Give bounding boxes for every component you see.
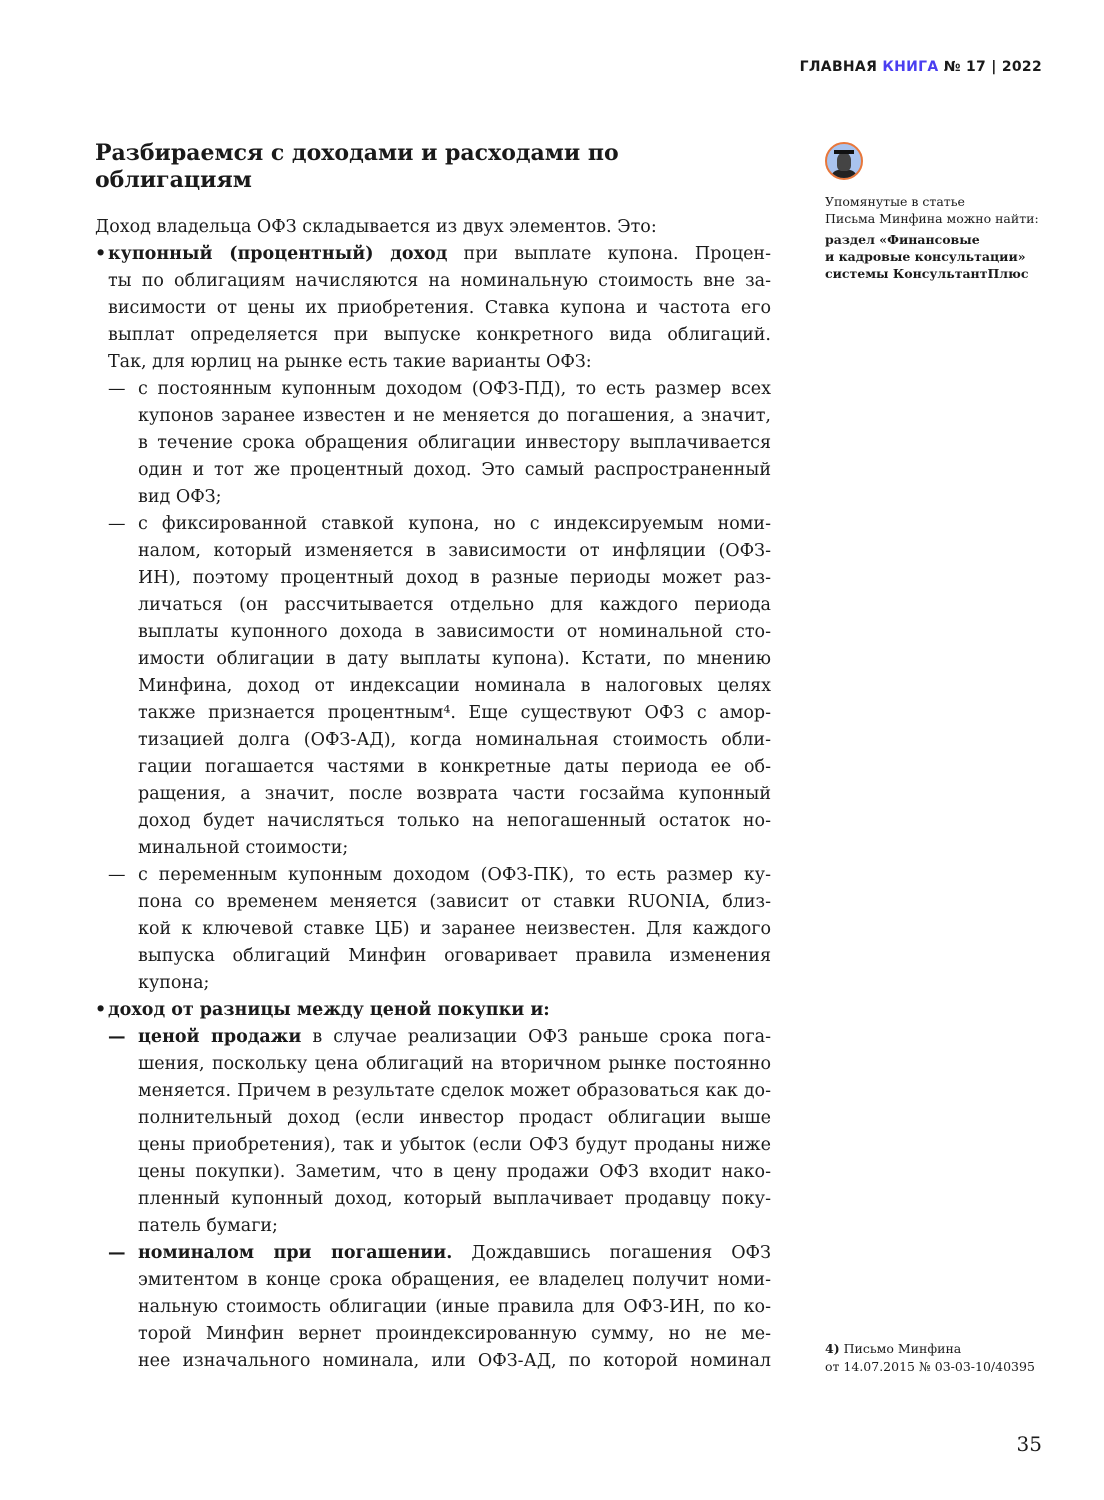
- text-segment: с фиксированной ставкой купона, но с индексируемым номи-: [138, 514, 771, 534]
- text-line: [95, 970, 771, 997]
- brand-part1: ГЛАВНАЯ: [799, 59, 878, 75]
- text-line: [95, 1078, 771, 1105]
- text-line: [95, 835, 771, 862]
- line-text: [138, 1348, 771, 1375]
- text-segment: пленный купонный доход, который выплачивает продавцу поку-: [138, 1189, 771, 1209]
- text-segment: полнительный доход (если инвестор продаст облигации выше: [138, 1108, 771, 1128]
- text-segment: пона со временем меняется (зависит от ставки RUONIA, близ-: [138, 892, 771, 912]
- text-segment: ращения, а значит, после возврата части госзайма купонный: [138, 784, 771, 804]
- masthead: [800, 59, 1042, 75]
- bullet-marker: •: [95, 1000, 107, 1020]
- text-line: [95, 565, 771, 592]
- footnote-number: 4): [825, 1341, 840, 1356]
- text-line: [95, 943, 771, 970]
- footnote-line: Письмо Минфина: [843, 1341, 962, 1356]
- text-segment: купона;: [138, 973, 210, 993]
- line-text: [138, 1132, 771, 1159]
- text-segment: цены приобретения), так и убыток (если ОФЗ будут проданы ниже: [138, 1135, 771, 1155]
- line-text: [95, 214, 771, 241]
- text-segment: висимости от цены их приобретения. Ставка купона и частота его: [108, 298, 771, 318]
- text-segment: при выплате купона. Процен-: [447, 244, 772, 264]
- text-segment: Дождавшись погашения ОФЗ: [452, 1243, 771, 1263]
- bold-term: ценой продажи: [138, 1027, 302, 1047]
- text-line: [95, 241, 771, 268]
- text-line: [95, 862, 771, 889]
- bullet-marker: •: [95, 244, 107, 264]
- text-line: [95, 1186, 771, 1213]
- page-number: 35: [1016, 1432, 1042, 1456]
- text-line: [95, 484, 771, 511]
- text-segment: выплат определяется при выпуске конкретного вида облигаций.: [108, 325, 771, 345]
- text-segment: ты по облигациям начисляются на номинальную стоимость вне за-: [108, 271, 771, 291]
- text-line: [95, 1294, 771, 1321]
- line-text: [138, 511, 771, 538]
- line-text: [138, 1105, 771, 1132]
- text-line: [95, 511, 771, 538]
- text-segment: выпуска облигаций Минфин оговаривает правила изменения: [138, 946, 771, 966]
- line-text: [138, 565, 771, 592]
- text-segment: торой Минфин вернет проиндексированную сумму, но не ме-: [138, 1324, 771, 1344]
- text-segment: эмитентом в конце срока обращения, ее владелец получит номи-: [138, 1270, 771, 1290]
- text-line: [95, 295, 771, 322]
- line-text: [138, 1240, 771, 1267]
- bold-term: купонный (процентный) доход: [108, 244, 448, 264]
- line-text: [138, 1078, 771, 1105]
- text-segment: налом, который изменяется в зависимости от инфляции (ОФЗ-: [138, 541, 771, 561]
- text-segment: нальную стоимость облигации (иные правила для ОФЗ-ИН, по ко-: [138, 1297, 771, 1317]
- text-line: [95, 268, 771, 295]
- line-text: [138, 700, 771, 727]
- text-segment: минальной стоимости;: [138, 838, 349, 858]
- text-segment: в случае реализации ОФЗ раньше срока пога-: [301, 1027, 771, 1047]
- line-text: [138, 889, 771, 916]
- article-body: [95, 214, 771, 1375]
- text-line: [95, 727, 771, 754]
- text-segment: также признается процентным⁴. Еще существуют ОФЗ с амор-: [138, 703, 771, 723]
- text-line: [95, 376, 771, 403]
- line-text: [138, 1294, 771, 1321]
- line-text: [138, 916, 771, 943]
- text-line: [95, 1024, 771, 1051]
- line-text: [138, 1321, 771, 1348]
- text-line: [95, 1132, 771, 1159]
- note-line: Письма Минфина можно найти:: [825, 211, 1039, 226]
- text-line: [95, 1348, 771, 1375]
- line-text: [138, 376, 771, 403]
- text-segment: цены покупки). Заметим, что в цену продажи ОФЗ входит нако-: [138, 1162, 771, 1182]
- line-text: [108, 997, 771, 1024]
- line-text: [108, 349, 771, 376]
- line-text: [138, 646, 771, 673]
- source-line: раздел «Финансовые: [825, 232, 980, 247]
- text-line: [95, 808, 771, 835]
- issue-number: № 17 | 2022: [943, 59, 1042, 75]
- line-text: [138, 1267, 771, 1294]
- footnote: [825, 1340, 1065, 1376]
- text-segment: выплаты купонного дохода в зависимости от номинальной сто-: [138, 622, 771, 642]
- line-text: [138, 1159, 771, 1186]
- line-text: [138, 1186, 771, 1213]
- text-line: [95, 457, 771, 484]
- text-line: [95, 1321, 771, 1348]
- text-line: [95, 781, 771, 808]
- line-text: [138, 592, 771, 619]
- line-text: [138, 835, 771, 862]
- text-segment: Минфина, доход от индексации номинала в налоговых целях: [138, 676, 771, 696]
- sidebar-note: [825, 142, 1055, 282]
- text-line: [95, 1240, 771, 1267]
- text-line: [95, 538, 771, 565]
- text-line: [95, 1105, 771, 1132]
- text-segment: патель бумаги;: [138, 1216, 278, 1236]
- text-segment: личаться (он рассчитывается отдельно для каждого периода: [138, 595, 771, 615]
- source-reference: [825, 231, 1055, 282]
- line-text: [138, 754, 771, 781]
- text-segment: гации погашается частями в конкретные даты периода ее об-: [138, 757, 771, 777]
- text-segment: с постоянным купонным доходом (ОФЗ-ПД), то есть размер всех: [138, 379, 771, 399]
- line-text: [138, 673, 771, 700]
- text-segment: один и тот же процентный доход. Это самый распространенный: [138, 460, 771, 480]
- text-segment: Так, для юрлиц на рынке есть такие варианты ОФЗ:: [108, 352, 592, 372]
- line-text: [108, 322, 771, 349]
- text-line: [95, 700, 771, 727]
- text-line: [95, 646, 771, 673]
- line-text: [138, 403, 771, 430]
- line-text: [138, 727, 771, 754]
- text-segment: доход будет начисляться только на непогашенный остаток но-: [138, 811, 771, 831]
- text-segment: в течение срока обращения облигации инвестору выплачивается: [138, 433, 771, 453]
- text-line: [95, 1051, 771, 1078]
- line-text: [138, 619, 771, 646]
- text-segment: вид ОФЗ;: [138, 487, 222, 507]
- bold-term: номиналом при погашении.: [138, 1243, 453, 1263]
- text-line: [95, 592, 771, 619]
- line-text: [138, 1024, 771, 1051]
- text-line: [95, 1267, 771, 1294]
- article-title: Разбираемся с доходами и расходами по облигациям: [95, 140, 619, 193]
- dash-marker: —: [108, 1243, 126, 1263]
- text-line: [95, 214, 771, 241]
- text-line: [95, 754, 771, 781]
- text-line: [95, 997, 771, 1024]
- text-line: [95, 403, 771, 430]
- text-line: [95, 889, 771, 916]
- text-line: [95, 430, 771, 457]
- text-line: [95, 1159, 771, 1186]
- text-segment: имости облигации в дату выплаты купона). Кстати, по мнению: [138, 649, 771, 669]
- dash-marker: —: [108, 379, 126, 399]
- line-text: [138, 484, 771, 511]
- dash-marker: —: [108, 865, 126, 885]
- text-segment: нее изначального номинала, или ОФЗ-АД, по которой номинал: [138, 1351, 771, 1371]
- line-text: [138, 457, 771, 484]
- line-text: [138, 781, 771, 808]
- text-segment: ИН), поэтому процентный доход в разные периоды может раз-: [138, 568, 771, 588]
- text-line: [95, 916, 771, 943]
- line-text: [108, 241, 771, 268]
- line-text: [138, 538, 771, 565]
- text-segment: купонов заранее известен и не меняется до погашения, а значит,: [138, 406, 771, 426]
- line-text: [138, 862, 771, 889]
- line-text: [108, 268, 771, 295]
- professor-avatar-icon: [825, 142, 863, 180]
- bold-term: доход от разницы между ценой покупки и:: [108, 1000, 550, 1020]
- source-line: системы КонсультантПлюс: [825, 266, 1029, 281]
- footnote-line: от 14.07.2015 № 03-03-10/40395: [825, 1359, 1035, 1374]
- line-text: [138, 430, 771, 457]
- line-text: [108, 295, 771, 322]
- line-text: [138, 1051, 771, 1078]
- text-line: [95, 322, 771, 349]
- text-line: [95, 619, 771, 646]
- brand-part2: КНИГА: [882, 59, 939, 75]
- text-segment: с переменным купонным доходом (ОФЗ-ПК), то есть размер ку-: [138, 865, 771, 885]
- source-line: и кадровые консультации»: [825, 249, 1026, 264]
- text-segment: шения, поскольку цена облигаций на вторичном рынке постоянно: [138, 1054, 771, 1074]
- line-text: [138, 943, 771, 970]
- text-line: [95, 349, 771, 376]
- dash-marker: —: [108, 514, 126, 534]
- dash-marker: —: [108, 1027, 126, 1047]
- line-text: [138, 1213, 771, 1240]
- line-text: [138, 970, 771, 997]
- text-segment: кой к ключевой ставке ЦБ) и заранее неизвестен. Для каждого: [138, 919, 771, 939]
- line-text: [138, 808, 771, 835]
- text-segment: Доход владельца ОФЗ складывается из двух элементов. Это:: [95, 217, 657, 237]
- text-segment: меняется. Причем в результате сделок может образоваться как до-: [138, 1081, 771, 1101]
- text-line: [95, 673, 771, 700]
- text-line: [95, 1213, 771, 1240]
- note-line: Упомянутые в статье: [825, 194, 965, 209]
- text-segment: тизацией долга (ОФЗ-АД), когда номинальная стоимость обли-: [138, 730, 771, 750]
